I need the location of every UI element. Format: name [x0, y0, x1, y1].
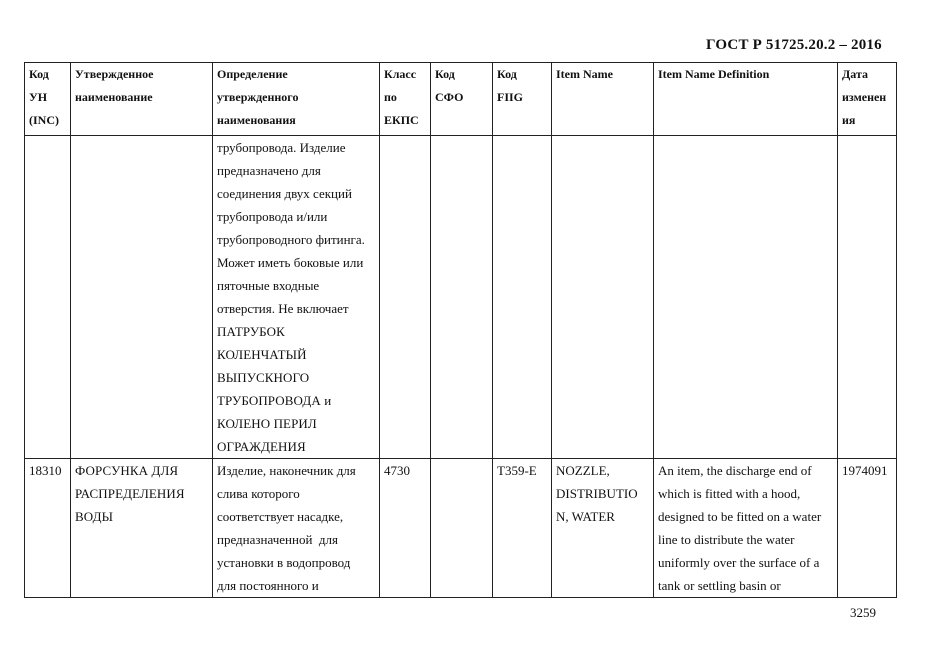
table-row-18310 — [25, 459, 897, 598]
cell-sfo-code — [431, 136, 493, 459]
cell-change-date: 1974091 — [838, 459, 897, 598]
cell-fiig-code — [493, 136, 552, 459]
cell-item-name-definition: An item, the discharge end of which is fitted with a hood, designed to be fitted on a water line to distribute the water uniformly over the surface of a tank or settling basin or — [654, 459, 838, 598]
page-number: 3259 — [850, 605, 876, 620]
header-inc: Код УН (INC) — [25, 63, 71, 136]
header-ekps-class: Класс по ЕКПС — [380, 63, 431, 136]
header-approved-name: Утвержденное наименование — [71, 63, 213, 136]
header-item-name: Item Name — [552, 63, 654, 136]
header-item-name-definition: Item Name Definition — [654, 63, 838, 136]
cell-definition: трубопровода. Изделие предназначено для соединения двух секций трубопровода и/или трубопроводного фитинга. Может иметь боковые или пяточные входные отверстия. Не включает ПАТРУБОК КОЛЕНЧАТЫЙ ВЫПУСКНОГО ТРУБОПРОВОДА и КОЛЕНО ПЕРИЛ ОГРАЖДЕНИЯ — [213, 136, 380, 459]
standard-designation: ГОСТ Р 51725.20.2 – 2016 — [706, 37, 882, 53]
cell-inc: 18310 — [25, 459, 71, 598]
cell-item-name: NOZZLE, DISTRIBUTIO N, WATER — [552, 459, 654, 598]
cell-definition: Изделие, наконечник для слива которого соответствует насадке, предназначенной для установки в водопровод для постоянного и — [213, 459, 380, 598]
cell-inc — [25, 136, 71, 459]
cell-approved-name — [71, 136, 213, 459]
header-sfo-code: Код СФО — [431, 63, 493, 136]
cell-change-date — [838, 136, 897, 459]
header-definition: Определение утвержденного наименования — [213, 63, 380, 136]
cell-approved-name: ФОРСУНКА ДЛЯ РАСПРЕДЕЛЕНИЯ ВОДЫ — [71, 459, 213, 598]
table-row-continuation — [25, 136, 897, 459]
cell-ekps-class — [380, 136, 431, 459]
header-change-date: Дата изменен ия — [838, 63, 897, 136]
header-fiig-code: Код FIIG — [493, 63, 552, 136]
catalog-table — [24, 62, 897, 598]
cell-ekps-class: 4730 — [380, 459, 431, 598]
cell-fiig-code: T359-E — [493, 459, 552, 598]
cell-sfo-code — [431, 459, 493, 598]
cell-item-name-definition — [654, 136, 838, 459]
cell-item-name — [552, 136, 654, 459]
table-header-row — [25, 63, 897, 136]
